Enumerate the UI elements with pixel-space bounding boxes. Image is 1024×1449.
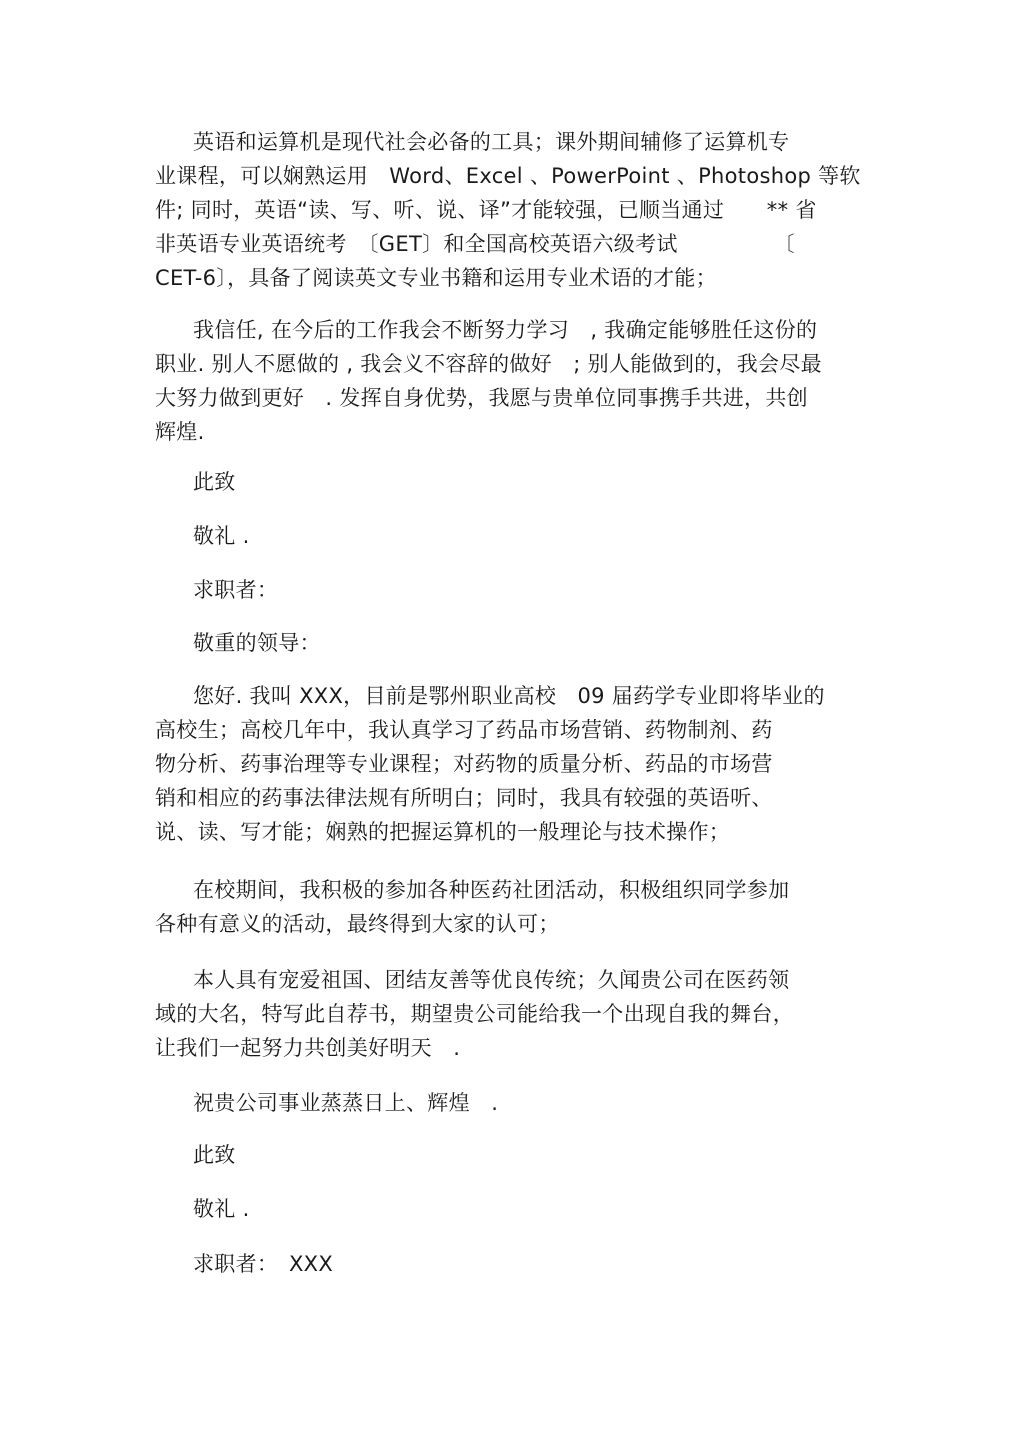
signature-applicant bbox=[155, 573, 867, 607]
text-line: 高校生；高校几年中，我认真学习了药品市场营销、药物制剂、药 bbox=[155, 718, 773, 742]
text-line: 求职者： bbox=[193, 578, 279, 602]
paragraph-statement bbox=[155, 963, 867, 1065]
text-line: 销和相应的药事法律法规有所明白；同时，我具有较强的英语听、 bbox=[155, 786, 773, 810]
text-line: 您好. 我叫 XXX，目前是鄂州职业高校 09 届药学专业即将毕业的 bbox=[193, 684, 825, 708]
paragraph-activities bbox=[155, 873, 867, 941]
text-line: 此致 bbox=[193, 470, 236, 494]
text-line: 敬礼 . bbox=[193, 524, 250, 548]
text-line: 说、读、写才能；娴熟的把握运算机的一般理论与技术操作； bbox=[155, 820, 731, 844]
text-line: 本人具有宠爱祖国、团结友善等优良传统；久闻贵公司在医药领 bbox=[193, 968, 790, 992]
signature-applicant-2 bbox=[155, 1247, 867, 1281]
text-line: 各种有意义的活动，最终得到大家的认可； bbox=[155, 912, 560, 936]
closing-regards-2 bbox=[155, 1192, 867, 1226]
text-line: 辉煌. bbox=[155, 420, 205, 444]
text-line: 域的大名，特写此自荐书，期望贵公司能给我一个出现自我的舞台， bbox=[155, 1002, 794, 1026]
closing-salutation bbox=[155, 465, 867, 499]
greeting bbox=[155, 626, 867, 660]
closing-salutation-2 bbox=[155, 1138, 867, 1172]
text-line: 此致 bbox=[193, 1143, 236, 1167]
text-line: 件; 同时，英语“读、写、听、说、译”才能较强，已顺当通过 ** 省 bbox=[155, 198, 817, 222]
text-line: 祝贵公司事业蒸蒸日上、辉煌 . bbox=[193, 1091, 499, 1115]
text-line: CET-6〕，具备了阅读英文专业书籍和运用专业术语的才能； bbox=[155, 266, 717, 290]
text-line: 物分析、药事治理等专业课程；对药物的质量分析、药品的市场营 bbox=[155, 752, 773, 776]
text-line: 英语和运算机是现代社会必备的工具；课外期间辅修了运算机专 bbox=[193, 130, 790, 154]
text-line: 让我们一起努力共创美好明天 . bbox=[155, 1036, 461, 1060]
text-line: 业课程，可以娴熟运用 Word、Excel 、PowerPoint 、Photoshop 等软 bbox=[155, 164, 861, 188]
text-line: 大努力做到更好 . 发挥自身优势，我愿与贵单位同事携手共进，共创 bbox=[155, 386, 808, 410]
text-line: 在校期间，我积极的参加各种医药社团活动，积极组织同学参加 bbox=[193, 878, 790, 902]
text-line: 职业. 别人不愿做的 , 我会义不容辞的做好 ; 别人能做到的，我会尽最 bbox=[155, 352, 822, 376]
text-line: 敬重的领导： bbox=[193, 631, 321, 655]
text-line: 求职者： XXX bbox=[193, 1252, 334, 1276]
wishes-line bbox=[155, 1086, 867, 1120]
paragraph-commitment bbox=[155, 313, 867, 449]
text-line: 非英语专业英语统考 〔GET〕和全国高校英语六级考试 〔 bbox=[155, 232, 795, 256]
paragraph-skills bbox=[155, 125, 867, 295]
text-line: 我信任, 在今后的工作我会不断努力学习 , 我确定能够胜任这份的 bbox=[193, 318, 818, 342]
text-line: 敬礼 . bbox=[193, 1197, 250, 1221]
closing-regards bbox=[155, 519, 867, 553]
paragraph-introduction bbox=[155, 679, 867, 849]
